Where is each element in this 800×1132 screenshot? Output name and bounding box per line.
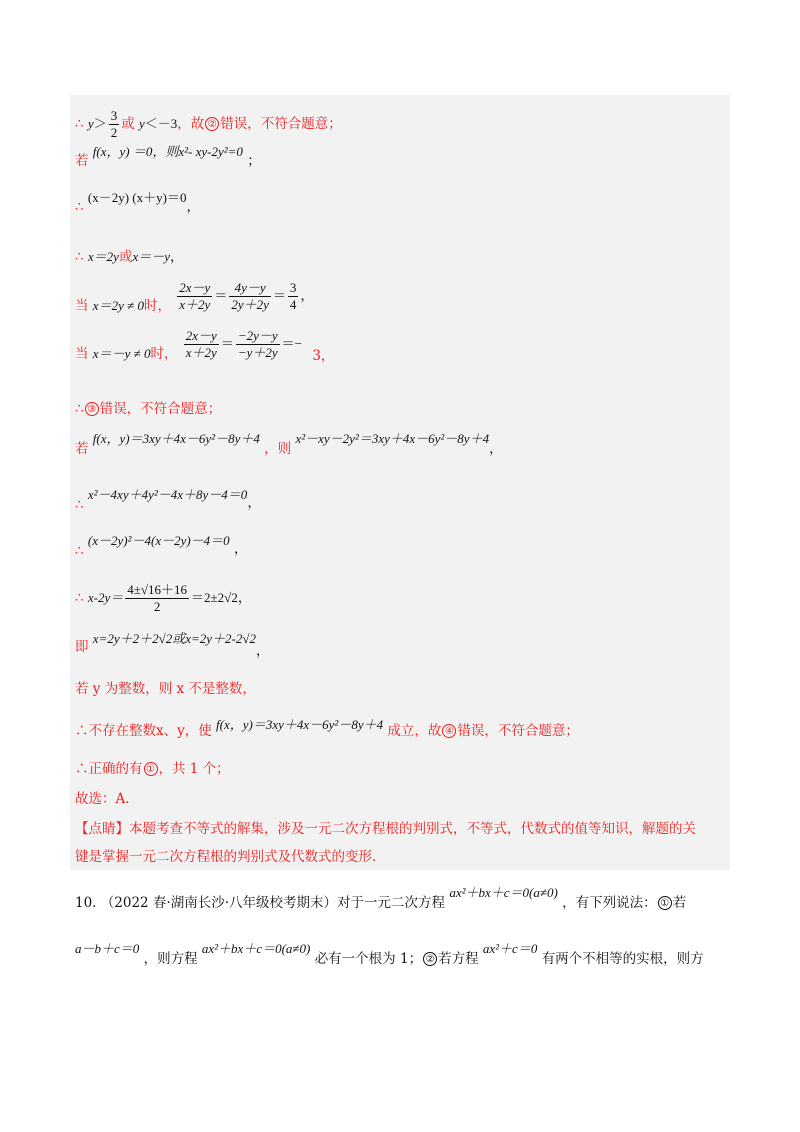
math-expr: x＝2y	[87, 249, 119, 264]
fraction: $\frac{4\pm√16+16}{2}$	[127, 582, 188, 614]
fraction: $\frac{2x-y}{x+2y}$	[185, 328, 217, 360]
math-expr: ax²＋bx＋c＝0(a≠0)	[201, 941, 311, 956]
text-or: 或	[121, 116, 135, 132]
circled-number: ③	[85, 402, 99, 416]
math-expr: x＝－y	[132, 249, 170, 264]
math-expr: ax²＋c＝0	[482, 941, 538, 956]
line-13: 若 y 为整数，则 x 不是整数，	[75, 681, 256, 697]
therefore-symbol: ∴	[75, 116, 84, 132]
math-expr: f(x，y) ＝0，则x²- xy-2y²=0	[92, 144, 243, 159]
math-var: y	[138, 116, 145, 131]
line-3: ∴ (x－2y) (x＋y)＝0，	[75, 190, 200, 215]
math-expr: (x－2y) (x＋y)＝0	[87, 190, 187, 205]
math-expr: ax²＋bx＋c＝0(a≠0)	[449, 885, 558, 900]
line-8: 若 f(x，y)＝3xy＋4x－6y²－8y＋4 ，则 x²－xy－2y²＝3xy＋4x－6y²－8y＋4，	[75, 431, 503, 457]
line-9: ∴ x²－4xy＋4y²－4x＋8y－4＝0，	[75, 487, 261, 513]
fraction: $\frac{3}{4}$	[289, 280, 297, 312]
question-10-line-2: a－b＋c＝0 ，则方程 ax²＋bx＋c＝0(a≠0) 必有一个根为 1； ② 若方程 ax²＋c＝0 有两个不相等的实根，则方	[75, 941, 704, 967]
circled-number: ①	[144, 762, 158, 776]
question-10-line-1: 10. （2022 春·湖南长沙·八年级校考期末）对于一元二次方程 ax²＋bx＋c＝0(a≠0) ，有下列说法： ① 若	[75, 885, 687, 911]
circled-number: ②	[423, 952, 437, 966]
line-15: ∴正确的有 ① ，共 1 个；	[75, 761, 230, 777]
line-16: 故选：A.	[75, 791, 130, 807]
fraction: $\frac{2x-y}{x+2y}$	[179, 280, 211, 312]
line-10: ∴ (x－2y)²－4(x－2y)－4＝0 ，	[75, 533, 248, 559]
math-expr: x²－xy－2y²＝3xy＋4x－6y²－8y＋4	[295, 431, 490, 446]
line-6: 当 x＝－y ≠ 0时， $\frac{2x-y}{x+2y}$ ＝ $\frac{-2y-y}{-y+2y}$ ＝− 3，	[75, 328, 335, 364]
line-12: 即 x=2y＋2＋2√2或x=2y＋2-2√2，	[75, 631, 270, 659]
circled-number: ④	[442, 724, 456, 738]
line-18: 键是掌握一元二次方程根的判别式及代数式的变形.	[75, 849, 377, 865]
line-7: ∴ ③ 错误，不符合题意；	[75, 401, 222, 417]
math-var: y	[87, 116, 94, 131]
math-expr: a－b＋c＝0	[75, 941, 140, 956]
math-expr: x²－4xy＋4y²－4x＋8y－4＝0	[87, 487, 248, 502]
fraction: $\frac{4y-y}{2y+2y}$	[231, 280, 269, 312]
circled-number: ②	[205, 117, 219, 131]
line-11: ∴ x-2y＝ $\frac{4\pm√16+16}{2}$ ＝2±2√2，	[75, 582, 252, 614]
math-op: ＞	[93, 116, 107, 131]
line-14: ∴不存在整数x、y，使 f(x，y)＝3xy＋4x－6y²－8y＋4 成立，故 ④ 错误，不符合题意；	[75, 717, 579, 739]
math-expr: x＝2y ≠ 0	[92, 298, 144, 313]
line-4: ∴ x＝2y或x＝－y，	[75, 249, 184, 265]
math-expr: ＜－3	[144, 116, 178, 131]
line-5: 当 x＝2y ≠ 0时， $\frac{2x-y}{x+2y}$ ＝ $\frac{4y-y}{2y+2y}$ ＝ $\frac{3}{4}$ ，	[75, 280, 314, 314]
line-17: 【点睛】本题考查不等式的解集，涉及一元二次方程根的判别式，不等式，代数式的值等知识，解题的关	[75, 821, 696, 837]
math-expr: x＝－y ≠ 0	[92, 346, 151, 361]
math-expr: x-2y＝	[87, 590, 124, 605]
line-1: ∴ y＞ $\frac{3}{2}$ 或 y＜－3，故 ② 错误，不符合题意；	[75, 108, 342, 140]
math-expr: ＝2±2√2	[191, 590, 238, 605]
line-2: 若 f(x，y) ＝0，则x²- xy-2y²=0 ；	[75, 144, 261, 169]
math-expr: x=2y＋2＋2√2或x=2y＋2-2√2	[92, 631, 257, 646]
fraction: $\frac{3}{2}$	[110, 108, 118, 140]
fraction: $\frac{-2y-y}{-y+2y}$	[237, 328, 278, 360]
question-source: （2022 春·湖南长沙·八年级校考期末）对于一元二次方程	[100, 895, 446, 911]
math-expr: f(x，y)＝3xy＋4x－6y²－8y＋4	[216, 717, 384, 732]
math-expr: f(x，y)＝3xy＋4x－6y²－8y＋4	[92, 431, 260, 446]
circled-number: ①	[658, 896, 672, 910]
question-number: 10.	[75, 895, 97, 911]
comment-tag: 【点睛】	[75, 821, 129, 837]
math-expr: (x－2y)²－4(x－2y)－4＝0	[87, 533, 230, 548]
